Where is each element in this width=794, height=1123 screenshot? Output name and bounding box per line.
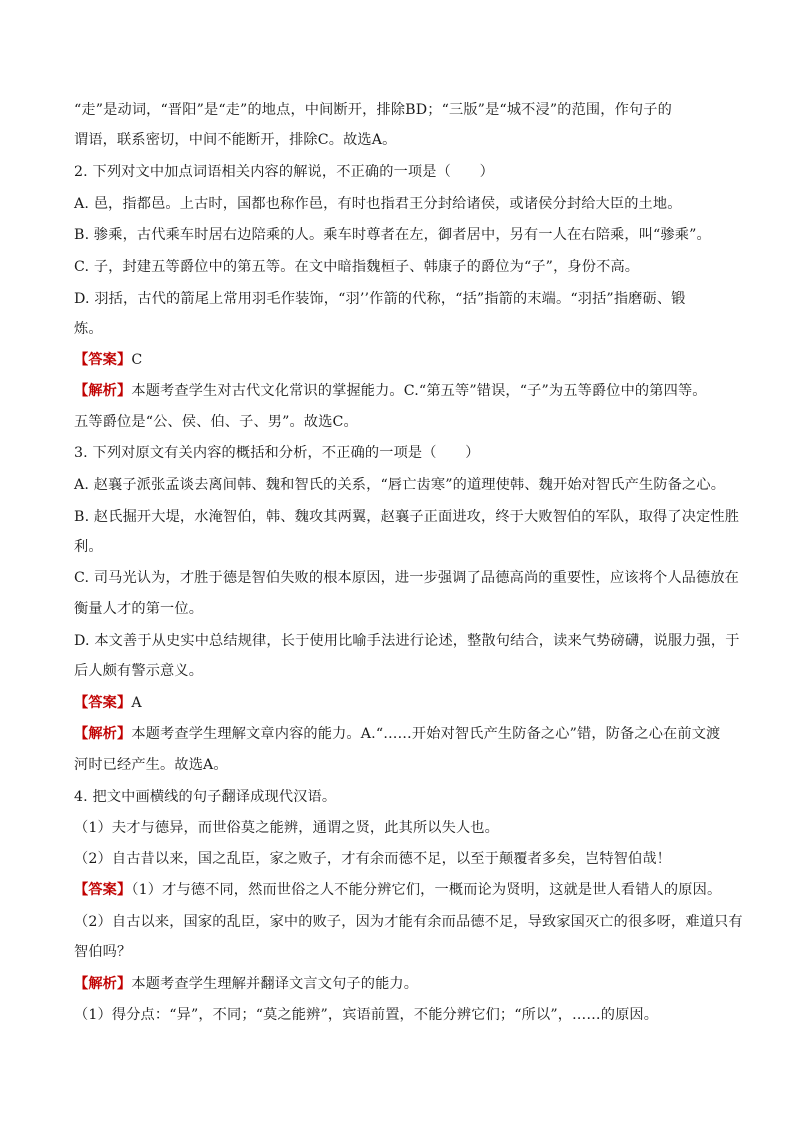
- text-line: （2）自古以来，国家的乱臣，家中的败子，因为才能有余而品德不足，导致家国灭亡的很多呀，难道只有: [74, 914, 743, 930]
- analysis-line: [74, 975, 734, 993]
- sentence-1: （1）夫才与德异，而世俗莫之能辨，通谓之贤，此其所以失人也。: [74, 820, 499, 836]
- option-b: B. 骖乘，古代乘车时居右边陪乘的人。乘车时尊者在左，御者居中，另有一人在右陪乘，叫“骖乘”。: [74, 227, 711, 243]
- analysis-line: [74, 382, 734, 400]
- text-line: 五等爵位是“公、侯、伯、子、男”。故选C。: [74, 414, 358, 430]
- text-line: 后人颇有警示意义。: [74, 663, 204, 679]
- text-line: 炼。: [74, 321, 103, 337]
- option-d: D. 本文善于从史实中总结规律，长于使用比喻手法进行论述，整散句结合，读来气势磅礴，说服力强，于: [74, 633, 740, 649]
- text-line: （1）得分点：“异”，不同；“莫之能辨”，宾语前置，不能分辨它们；“所以”，……的原因。: [74, 1007, 659, 1023]
- answer-label: 【答案】: [74, 882, 132, 898]
- option-a: A. 赵襄子派张孟谈去离间韩、魏和智氏的关系，“唇亡齿寒”的道理使韩、魏开始对智氏产生防备之心。: [74, 477, 726, 493]
- sentence-2: （2）自古昔以来，国之乱臣，家之败子，才有余而德不足，以至于颠覆者多矣，岂特智伯哉！: [74, 851, 672, 867]
- answer-line: [74, 694, 734, 712]
- analysis-text: 本题考查学生理解并翻译文言文句子的能力。: [131, 976, 419, 992]
- answer-label: 【答案】: [74, 352, 132, 368]
- analysis-text: 本题考查学生对古代文化常识的掌握能力。C.“第五等”错误，“子”为五等爵位中的第四等。: [131, 383, 707, 399]
- text-line: 利。: [74, 539, 103, 555]
- option-b: B. 赵氏掘开大堤，水淹智伯，韩、魏攻其两翼，赵襄子正面进攻，终于大败智伯的军队，取得了决定性胜: [74, 509, 740, 525]
- option-a: A. 邑，指都邑。上古时，国都也称作邑，有时也指君王分封给诸侯，或诸侯分封给大臣的土地。: [74, 196, 682, 212]
- text-line: “走”是动词，“晋阳”是“走”的地点，中间断开，排除BD；“三版”是“城不浸”的范围，作句子的: [74, 102, 672, 118]
- answer-line: [74, 881, 734, 899]
- text-line: 谓语，联系密切，中间不能断开，排除C。故选A。: [74, 132, 397, 148]
- analysis-text: 本题考查学生理解文章内容的能力。A.“……开始对智氏产生防备之心”错，防备之心在前文渡: [131, 726, 721, 742]
- answer-value: C: [131, 352, 143, 368]
- analysis-label: 【解析】: [74, 726, 132, 742]
- answer-label: 【答案】: [74, 695, 132, 711]
- text-line: 衡量人才的第一位。: [74, 601, 204, 617]
- text-line: 智伯吗？: [74, 944, 132, 960]
- analysis-label: 【解析】: [74, 383, 132, 399]
- option-d: D. 羽括，古代的箭尾上常用羽毛作装饰，“羽’’作箭的代称，“括”指箭的末端。“羽括”指磨砺、锻: [74, 291, 686, 307]
- answer-value: （1）才与德不同，然而世俗之人不能分辨它们，一概而论为贤明，这就是世人看错人的原因。: [131, 882, 722, 898]
- analysis-label: 【解析】: [74, 976, 132, 992]
- question-3: 3. 下列对原文有关内容的概括和分析，不正确的一项是（ ）: [74, 445, 480, 461]
- option-c: C. 司马光认为，才胜于德是智伯失败的根本原因，进一步强调了品德高尚的重要性，应该将个人品德放在: [74, 570, 740, 586]
- analysis-line: [74, 725, 734, 743]
- text-line: 河时已经产生。故选A。: [74, 757, 228, 773]
- question-2: 2. 下列对文中加点词语相关内容的解说，不正确的一项是（ ）: [74, 164, 494, 180]
- answer-line: [74, 351, 734, 369]
- answer-value: A: [131, 695, 142, 711]
- question-4: 4. 把文中画横线的句子翻译成现代汉语。: [74, 789, 337, 805]
- option-c: C. 子，封建五等爵位中的第五等。在文中暗指魏桓子、韩康子的爵位为“子”，身份不高。: [74, 259, 640, 275]
